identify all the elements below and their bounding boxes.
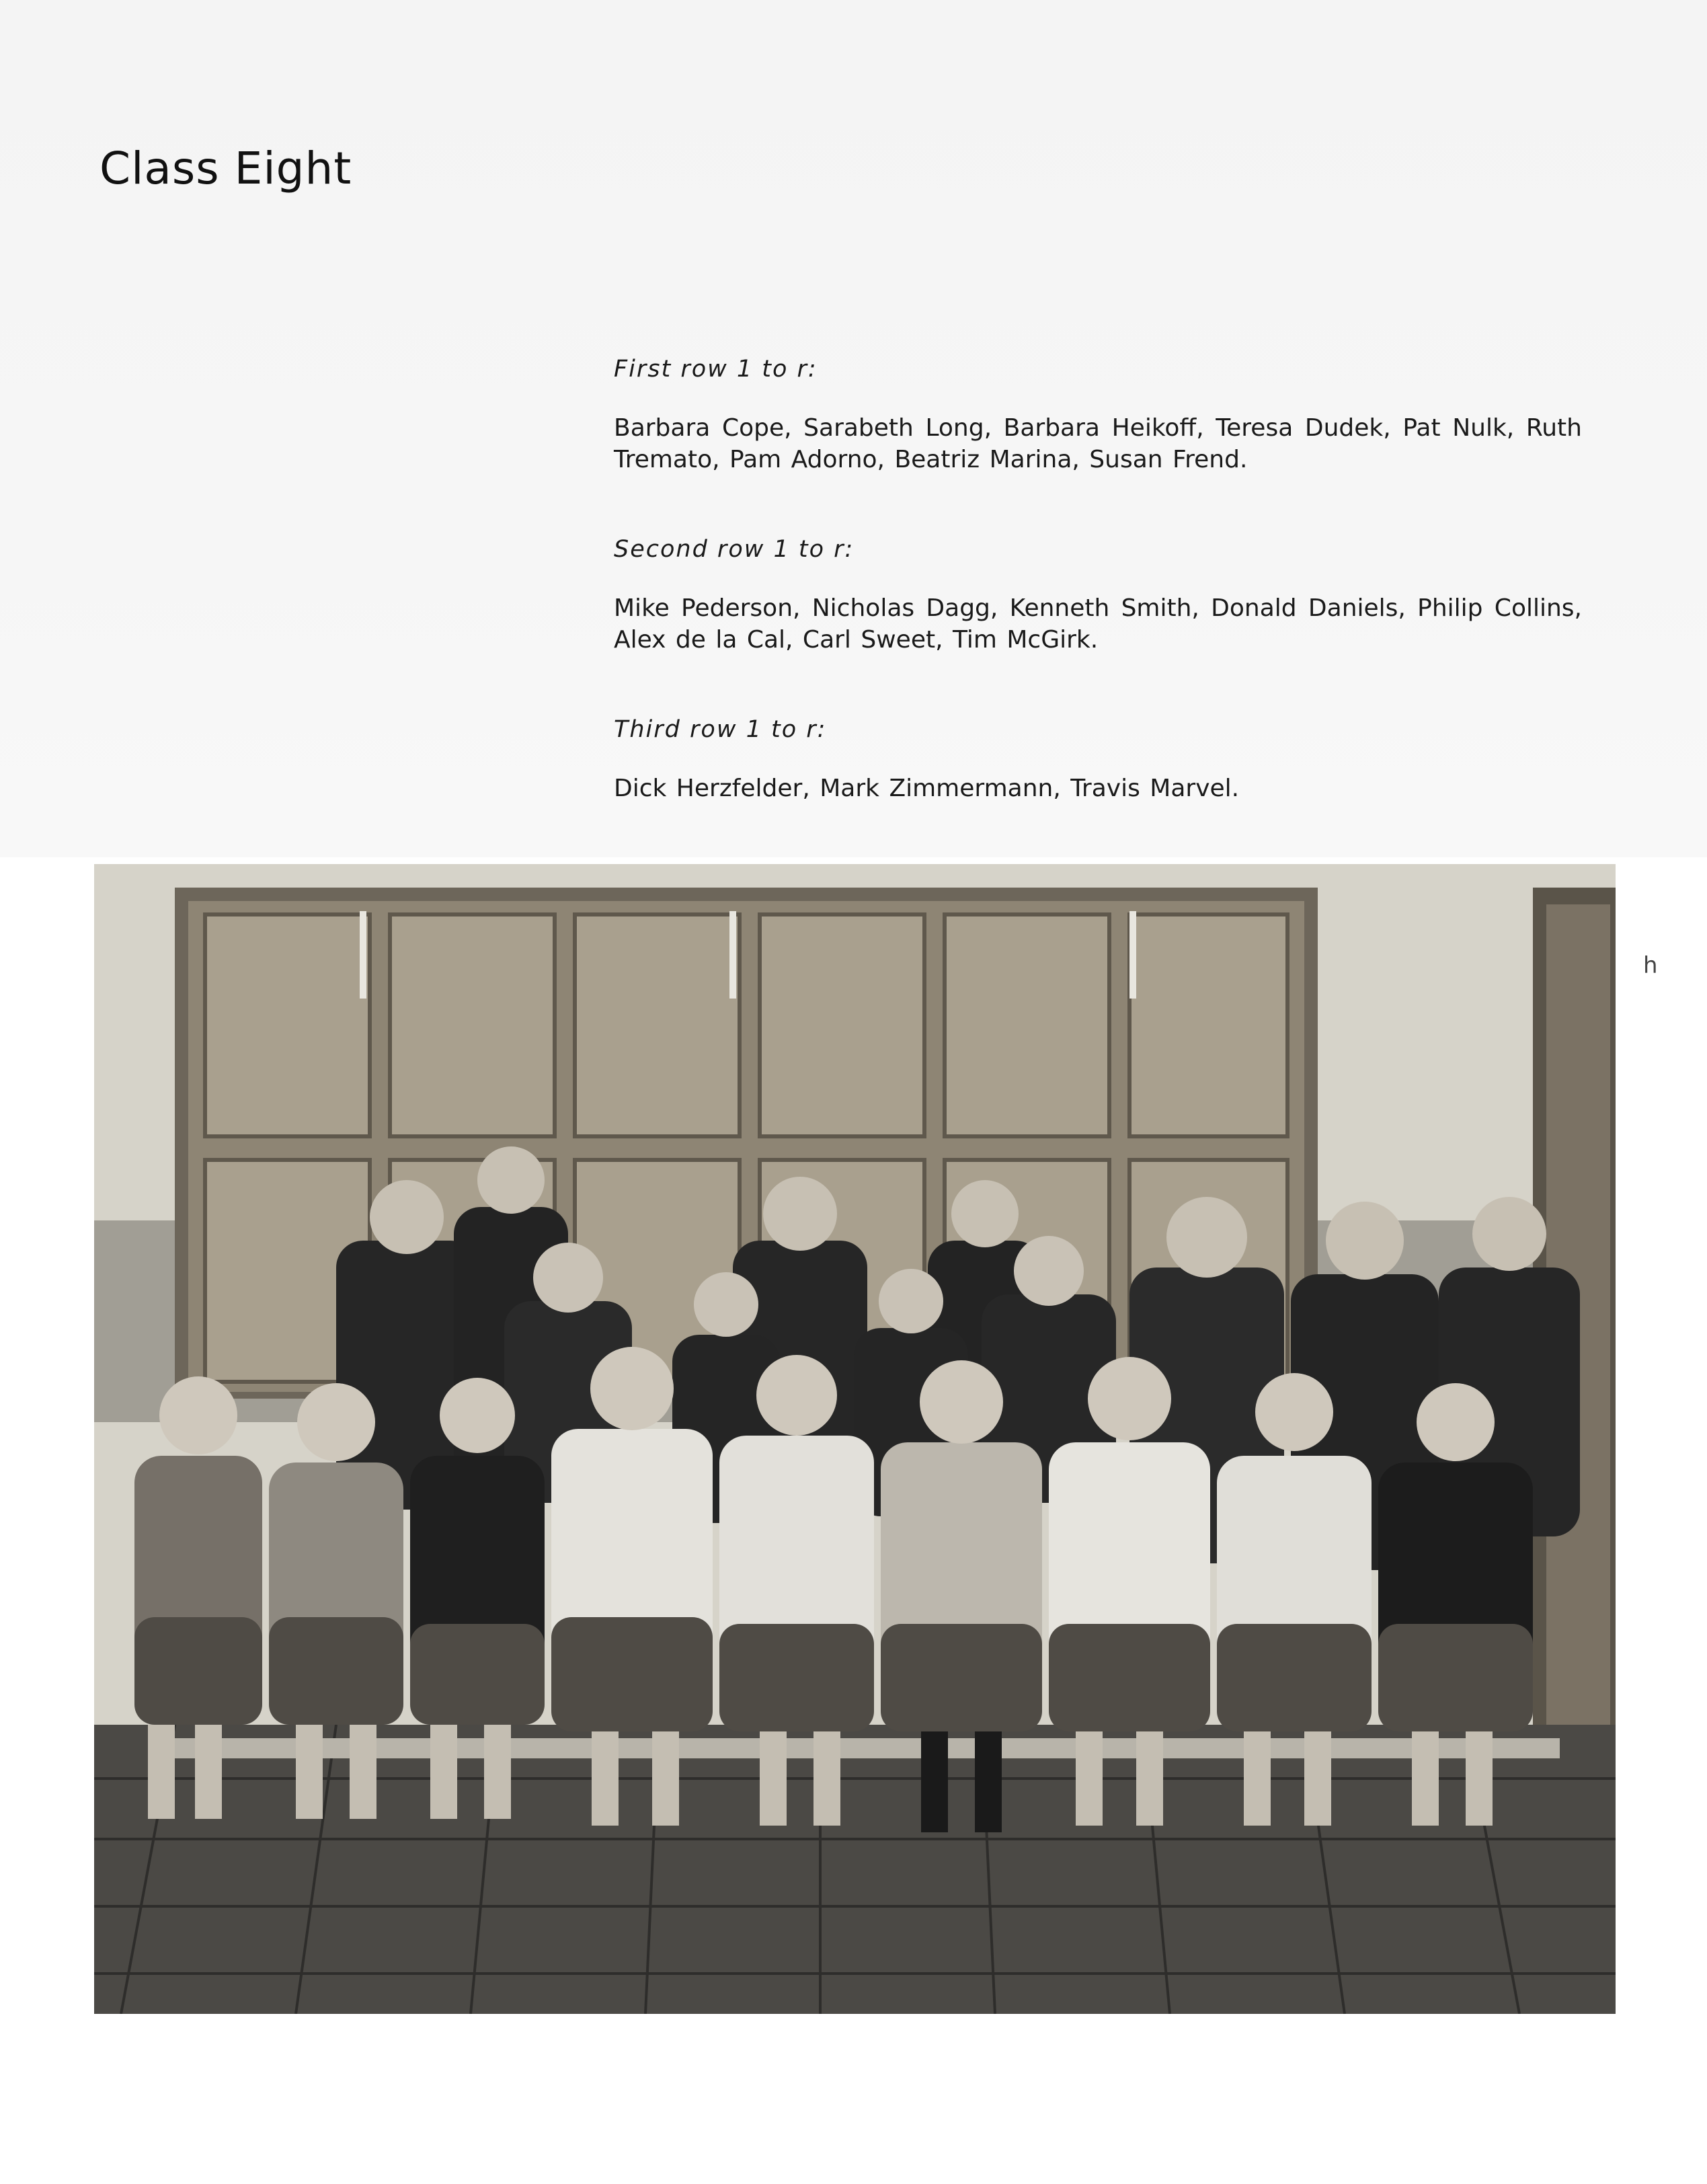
caption-names: Barbara Cope, Sarabeth Long, Barbara Heikoff, Teresa Dudek, Pat Nulk, Ruth Tremato, Pam Adorno, Beatriz Marina, Susan Frend. [614, 414, 1582, 473]
caption-first-row [614, 354, 1582, 475]
group-photo-icon [94, 864, 1616, 2014]
margin-mark: h [1643, 952, 1658, 979]
caption-heading: First row 1 to r: [614, 356, 818, 383]
caption-heading: Second row 1 to r: [614, 536, 855, 563]
caption-heading: Third row 1 to r: [614, 716, 827, 743]
caption-third-row [614, 714, 1582, 804]
caption-second-row [614, 534, 1582, 656]
page-title: Class Eight [100, 143, 352, 194]
caption-names: Mike Pederson, Nicholas Dagg, Kenneth Smith, Donald Daniels, Philip Collins, Alex de la Cal, Carl Sweet, Tim McGirk. [614, 594, 1582, 654]
class-group-photo [94, 864, 1616, 2014]
caption-names: Dick Herzfelder, Mark Zimmermann, Travis Marvel. [614, 775, 1240, 802]
